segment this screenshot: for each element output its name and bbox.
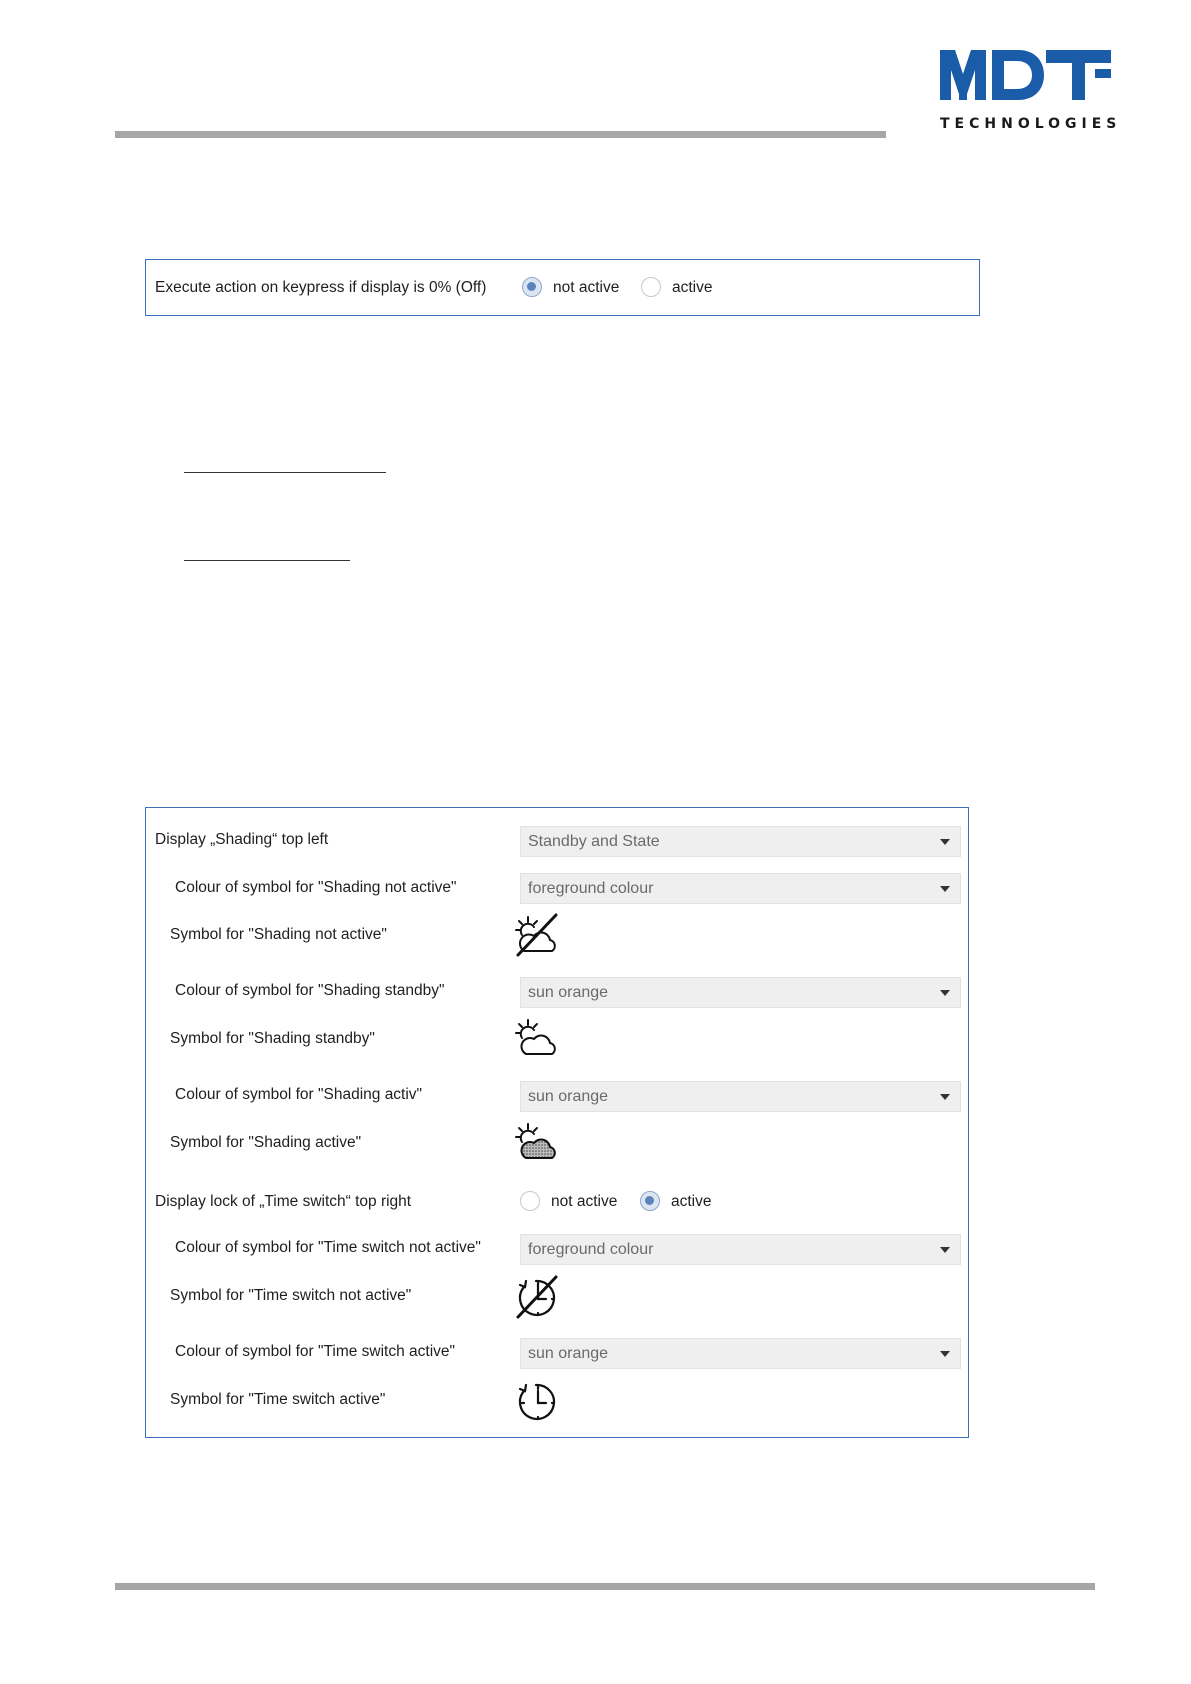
footer-rule	[115, 1583, 1095, 1590]
colour-standby-value: sun orange	[528, 984, 609, 1001]
colour-standby-select[interactable]	[520, 977, 961, 1008]
underline-2	[184, 560, 350, 561]
colour-ts-active-select[interactable]	[520, 1338, 961, 1369]
chevron-down-icon	[940, 1094, 950, 1100]
time-switch-active-icon	[514, 1377, 562, 1425]
time-lock-active-label: active	[671, 1193, 712, 1210]
logo-subtitle: TECHNOLOGIES	[940, 116, 1122, 132]
colour-ts-not-active-select[interactable]	[520, 1234, 961, 1265]
display-settings-panel	[145, 807, 969, 1438]
radio-active[interactable]	[641, 277, 661, 297]
symbol-active-label: Symbol for "Shading active"	[170, 1134, 362, 1151]
time-switch-not-active-icon	[514, 1273, 562, 1321]
keypress-setting-panel	[145, 259, 980, 316]
shading-not-active-icon	[514, 911, 562, 959]
chevron-down-icon	[940, 839, 950, 845]
colour-ts-not-active-value: foreground colour	[528, 1241, 654, 1258]
mdt-logo	[940, 44, 1120, 134]
colour-not-active-select[interactable]	[520, 873, 961, 904]
symbol-standby-label: Symbol for "Shading standby"	[170, 1030, 375, 1047]
time-lock-radio-not-active[interactable]	[520, 1191, 540, 1211]
colour-ts-not-active-label: Colour of symbol for "Time switch not active"	[175, 1239, 481, 1256]
display-shading-label: Display „Shading“ top left	[155, 831, 329, 848]
shading-standby-icon	[514, 1016, 562, 1064]
header-rule	[115, 131, 886, 138]
time-lock-label: Display lock of „Time switch“ top right	[155, 1193, 412, 1210]
radio-active-label: active	[672, 279, 713, 296]
radio-not-active[interactable]	[522, 277, 542, 297]
underline-1	[184, 472, 386, 473]
time-lock-radio-active[interactable]	[640, 1191, 660, 1211]
colour-standby-label: Colour of symbol for "Shading standby"	[175, 982, 445, 999]
colour-activ-select[interactable]	[520, 1081, 961, 1112]
display-shading-value: Standby and State	[528, 833, 660, 850]
chevron-down-icon	[940, 1351, 950, 1357]
symbol-ts-not-active-label: Symbol for "Time switch not active"	[170, 1287, 412, 1304]
chevron-down-icon	[940, 1247, 950, 1253]
colour-ts-active-label: Colour of symbol for "Time switch active"	[175, 1343, 456, 1360]
radio-not-active-label: not active	[553, 279, 620, 296]
colour-not-active-label: Colour of symbol for "Shading not active"	[175, 879, 457, 896]
symbol-not-active-label: Symbol for "Shading not active"	[170, 926, 387, 943]
symbol-ts-active-label: Symbol for "Time switch active"	[170, 1391, 386, 1408]
chevron-down-icon	[940, 886, 950, 892]
keypress-label: Execute action on keypress if display is 0% (Off)	[155, 279, 487, 296]
colour-ts-active-value: sun orange	[528, 1345, 609, 1362]
colour-activ-label: Colour of symbol for "Shading activ"	[175, 1086, 423, 1103]
chevron-down-icon	[940, 990, 950, 996]
mdt-wordmark	[940, 44, 1112, 110]
colour-activ-value: sun orange	[528, 1088, 609, 1105]
time-lock-not-active-label: not active	[551, 1193, 618, 1210]
shading-active-icon	[514, 1120, 562, 1168]
colour-not-active-value: foreground colour	[528, 880, 654, 897]
display-shading-select[interactable]	[520, 826, 961, 857]
